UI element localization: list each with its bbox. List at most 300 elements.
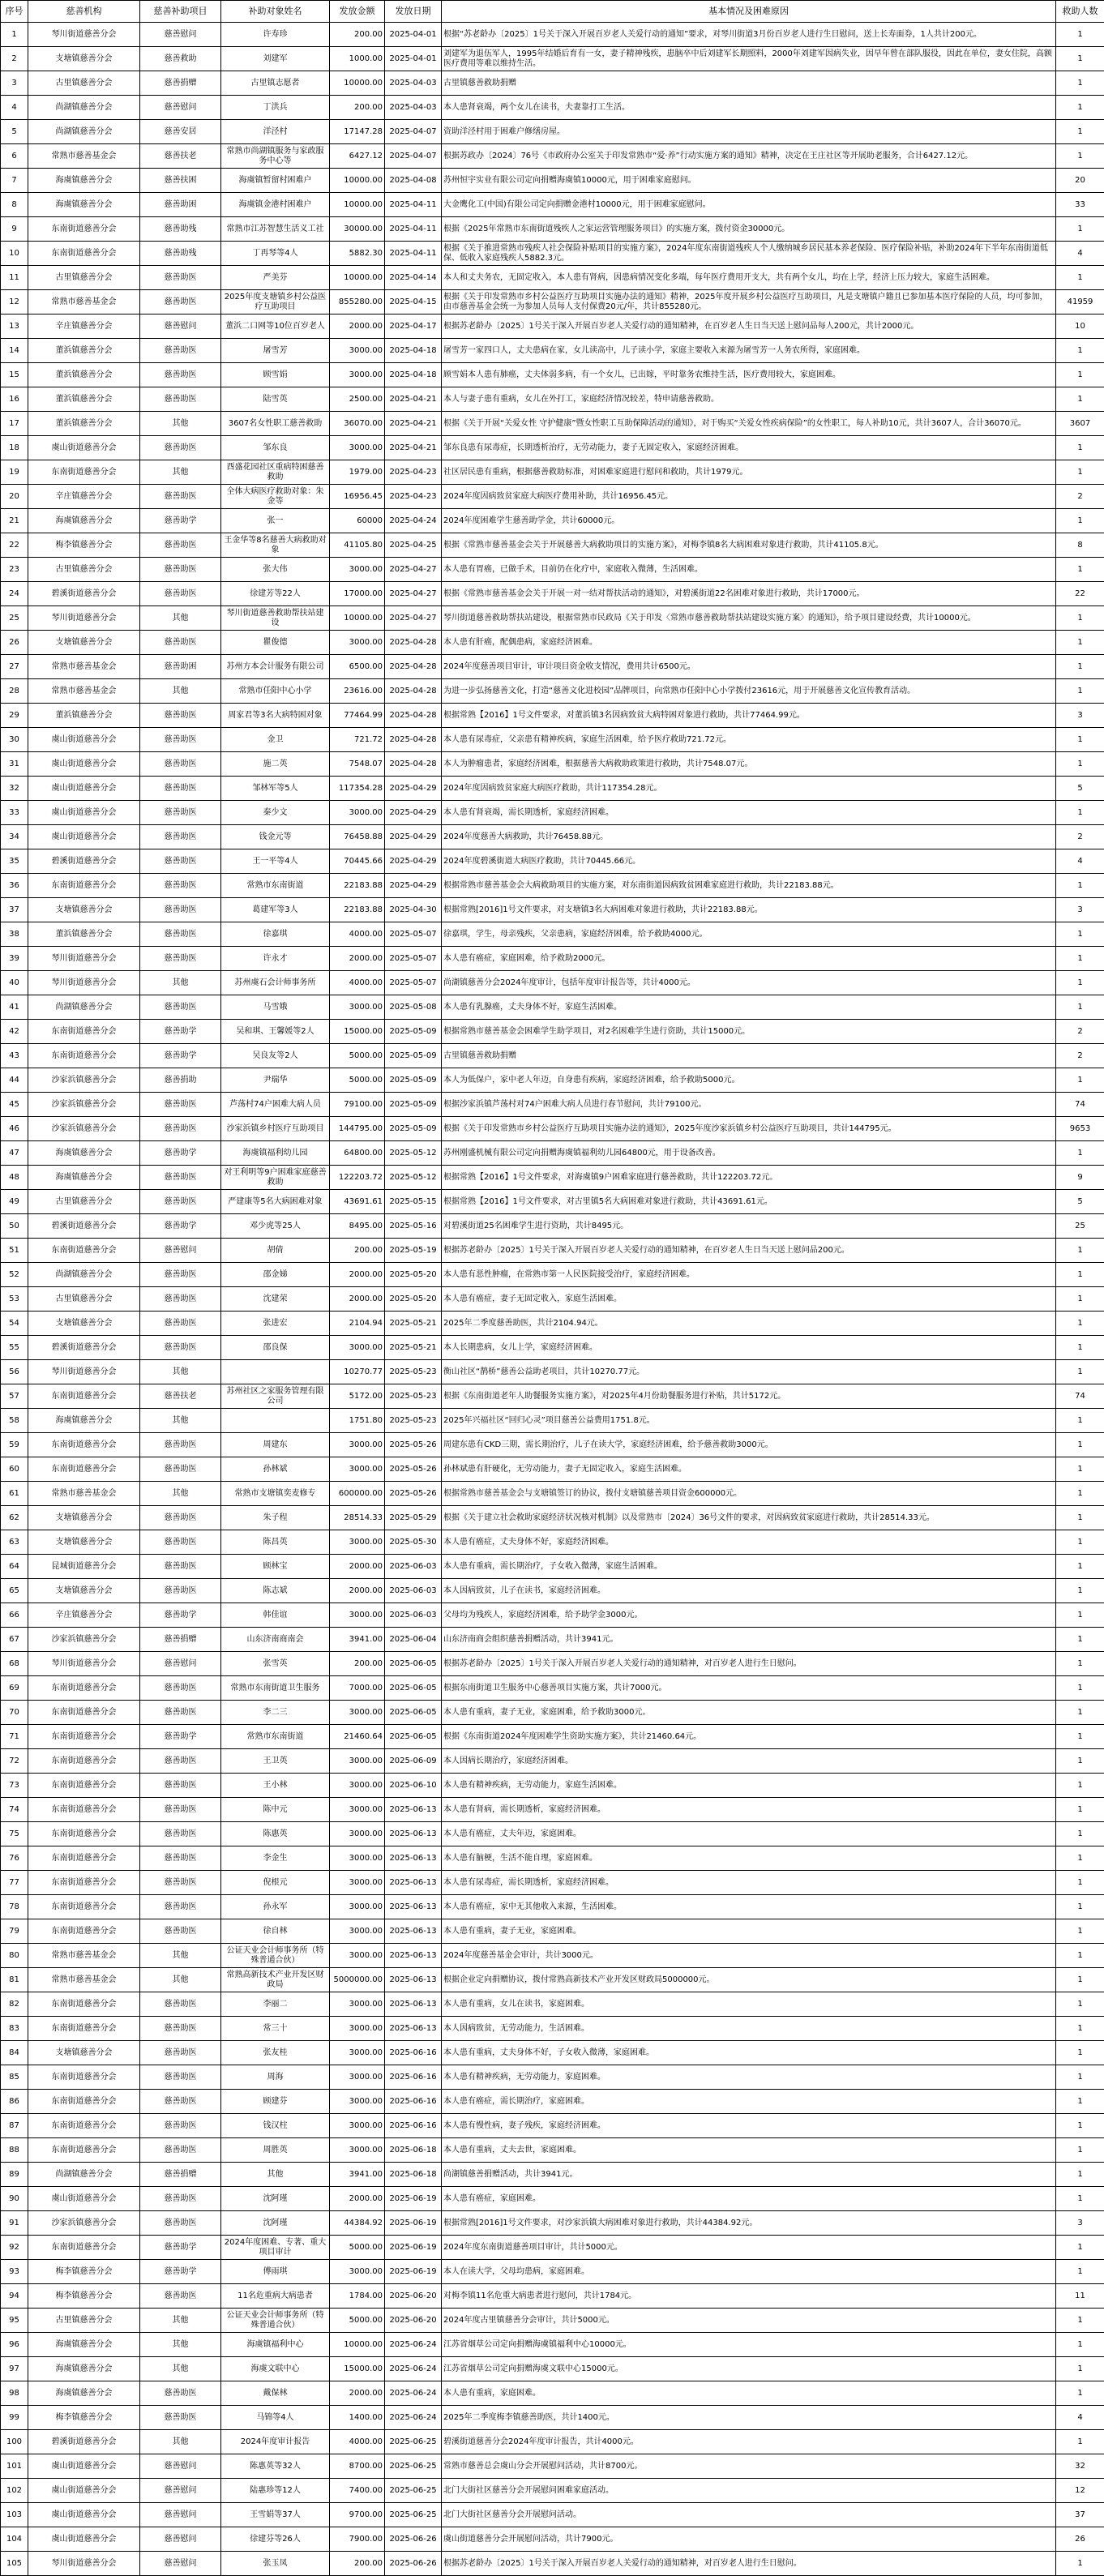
table-row — [1, 679, 1104, 704]
cell-org: 虞山街道慈善分会 — [28, 2479, 140, 2503]
cell-no: 35 — [1, 849, 28, 874]
cell-cause: 顾雪娟本人患有肺癌，丈夫体弱多病，有一个女儿，已出嫁，平时靠务农维持生活，医疗费用较大，家庭困难。 — [442, 363, 1056, 387]
cell-project: 慈善捐助 — [140, 1068, 221, 1093]
cell-date: 2025-06-16 — [385, 2065, 442, 2090]
cell-cause: 徐嘉琪，学生，母亲残疾，父亲患病，家庭经济困难，给予救助4000元。 — [442, 922, 1056, 947]
cell-project: 慈善助医 — [140, 1676, 221, 1701]
cell-org: 东南街道慈善分会 — [28, 1749, 140, 1774]
cell-org: 支塘镇慈善分会 — [28, 47, 140, 71]
cell-amount: 15000.00 — [330, 2357, 385, 2381]
cell-project: 慈善助学 — [140, 1020, 221, 1044]
table-row — [1, 1628, 1104, 1652]
table-row — [1, 2187, 1104, 2211]
cell-org: 古里镇慈善分会 — [28, 2309, 140, 2333]
cell-project: 慈善助医 — [140, 1701, 221, 1725]
cell-cause: 根据《关于开展“关爱女性 守护健康”暨女性职工互助保障活动的通知》，对于购买“关爱女性疾病保险”的女性职工，每人补助10元，共计3607人，合计36070元。 — [442, 412, 1056, 436]
cell-cause: 本人患有重病，女儿在读书，家庭困难。 — [442, 1992, 1056, 2017]
cell-project: 其他 — [140, 1968, 221, 1992]
cell-no: 23 — [1, 558, 28, 582]
cell-recipient: 陆雪英 — [221, 387, 330, 412]
cell-date: 2025-04-21 — [385, 436, 442, 460]
cell-amount: 3000.00 — [330, 1749, 385, 1774]
table-row — [1, 1603, 1104, 1628]
cell-project: 慈善助残 — [140, 217, 221, 242]
cell-recipient: 徐嘉琪 — [221, 922, 330, 947]
cell-project: 慈善慰问 — [140, 2503, 221, 2527]
cell-cause: 本人患有精神疾病，无劳动能力，家庭生活困难。 — [442, 1774, 1056, 1798]
table-row — [1, 387, 1104, 412]
cell-count: 1 — [1056, 1701, 1104, 1725]
cell-project: 其他 — [140, 1360, 221, 1384]
cell-no: 89 — [1, 2163, 28, 2187]
cell-date: 2025-05-21 — [385, 1336, 442, 1360]
table-row — [1, 1725, 1104, 1749]
cell-recipient: 常熟市支塘镇奕麦修专 — [221, 1482, 330, 1506]
cell-count: 1 — [1056, 752, 1104, 777]
cell-cause: 本人患有重病，妻子无业，家庭困难。 — [442, 1919, 1056, 1944]
cell-cause: 2024年度慈善项目审计，审计项目资金收支情况，费用共计6500元。 — [442, 655, 1056, 679]
cell-org: 东南街道慈善分会 — [28, 1919, 140, 1944]
cell-no: 3 — [1, 71, 28, 96]
cell-recipient: 海虞文联中心 — [221, 2357, 330, 2381]
cell-cause: 江苏省烟草公司定向捐赠海虞文联中心15000元。 — [442, 2357, 1056, 2381]
cell-count: 1 — [1056, 217, 1104, 242]
table-row — [1, 1336, 1104, 1360]
cell-recipient: 丁再琴等4人 — [221, 242, 330, 266]
cell-count: 1 — [1056, 387, 1104, 412]
cell-cause: 本人患有精神疾病，无劳动能力，家庭困难。 — [442, 2065, 1056, 2090]
cell-date: 2025-05-07 — [385, 947, 442, 971]
cell-no: 32 — [1, 777, 28, 801]
cell-org: 海虞镇慈善分会 — [28, 169, 140, 193]
cell-cause: 本人患有重病，丈夫去世，家庭困难。 — [442, 2138, 1056, 2163]
cell-org: 支塘镇慈善分会 — [28, 898, 140, 922]
cell-count: 12 — [1056, 2479, 1104, 2503]
cell-count: 1 — [1056, 1749, 1104, 1774]
cell-no: 40 — [1, 971, 28, 995]
cell-amount: 3000.00 — [330, 2114, 385, 2138]
cell-no: 65 — [1, 1579, 28, 1603]
cell-date: 2025-04-18 — [385, 339, 442, 363]
cell-no: 33 — [1, 801, 28, 825]
cell-recipient: 海虞镇暂留村困难户 — [221, 169, 330, 193]
cell-recipient: 严建康等5名大病困难对象 — [221, 1190, 330, 1214]
cell-cause: 根据《东南街道2024年度困难学生资助实施方案》，共计21460.64元。 — [442, 1725, 1056, 1749]
cell-count: 26 — [1056, 2527, 1104, 2552]
cell-date: 2025-04-18 — [385, 363, 442, 387]
cell-date: 2025-04-11 — [385, 217, 442, 242]
cell-count: 1 — [1056, 1482, 1104, 1506]
cell-org: 古里镇慈善分会 — [28, 558, 140, 582]
cell-no: 72 — [1, 1749, 28, 1774]
cell-cause: 北门大街社区慈善分会开展慰问困难家庭活动。 — [442, 2479, 1056, 2503]
cell-date: 2025-06-13 — [385, 1968, 442, 1992]
cell-recipient: 董浜二口网等10位百岁老人 — [221, 315, 330, 339]
cell-date: 2025-05-23 — [385, 1360, 442, 1384]
cell-amount: 600000.00 — [330, 1482, 385, 1506]
cell-date: 2025-05-12 — [385, 1141, 442, 1166]
table-row — [1, 2406, 1104, 2430]
cell-recipient: 苏州虞石会计师事务所 — [221, 971, 330, 995]
cell-count: 1 — [1056, 2552, 1104, 2576]
cell-cause: 根据常熟市慈善基金会困难学生助学项目，对2名困难学生进行资助，共计15000元。 — [442, 1020, 1056, 1044]
cell-no: 64 — [1, 1555, 28, 1579]
cell-no: 102 — [1, 2479, 28, 2503]
table-row — [1, 2138, 1104, 2163]
cell-org: 沙家浜镇慈善分会 — [28, 1117, 140, 1141]
cell-org: 尚湖镇慈善分会 — [28, 120, 140, 144]
cell-org: 支塘镇慈善分会 — [28, 1579, 140, 1603]
cell-org: 董浜镇慈善分会 — [28, 704, 140, 728]
cell-project: 慈善助医 — [140, 2284, 221, 2309]
cell-recipient: 葛建军等3人 — [221, 898, 330, 922]
cell-amount: 30000.00 — [330, 217, 385, 242]
cell-amount: 16956.45 — [330, 485, 385, 509]
cell-cause: 2025年二季度慈善助医，共计2104.94元。 — [442, 1312, 1056, 1336]
cell-project: 慈善助学 — [140, 2260, 221, 2284]
cell-recipient: 常三十 — [221, 2017, 330, 2041]
cell-no: 60 — [1, 1457, 28, 1482]
cell-recipient: 11名危重病大病患者 — [221, 2284, 330, 2309]
cell-recipient: 3607名女性职工慈善救助 — [221, 412, 330, 436]
cell-recipient: 张友桂 — [221, 2041, 330, 2065]
cell-cause: 2025年二季度梅李镇慈善助医，共计1400元。 — [442, 2406, 1056, 2430]
cell-count: 2 — [1056, 1020, 1104, 1044]
cell-amount: 3000.00 — [330, 436, 385, 460]
cell-date: 2025-06-24 — [385, 2406, 442, 2430]
cell-recipient: 徐建芬等26人 — [221, 2527, 330, 2552]
table-row — [1, 47, 1104, 71]
cell-project: 慈善慰问 — [140, 2454, 221, 2479]
cell-project: 慈善助医 — [140, 849, 221, 874]
cell-count: 1 — [1056, 1725, 1104, 1749]
cell-date: 2025-06-13 — [385, 1992, 442, 2017]
cell-project: 慈善助医 — [140, 898, 221, 922]
table-row — [1, 1652, 1104, 1676]
cell-recipient: 酉盛花园社区重病特困慈善救助 — [221, 460, 330, 485]
table-row — [1, 2527, 1104, 2552]
cell-recipient: 全体大病医疗救助对象：朱金等 — [221, 485, 330, 509]
cell-count: 1 — [1056, 144, 1104, 169]
cell-date: 2025-04-27 — [385, 582, 442, 606]
cell-recipient: 傅雨琪 — [221, 2260, 330, 2284]
cell-project: 慈善助医 — [140, 922, 221, 947]
cell-date: 2025-04-07 — [385, 144, 442, 169]
cell-org: 尚湖镇慈善分会 — [28, 1263, 140, 1287]
table-row — [1, 1555, 1104, 1579]
cell-date: 2025-04-08 — [385, 169, 442, 193]
table-row — [1, 777, 1104, 801]
cell-count: 1 — [1056, 2017, 1104, 2041]
cell-project: 慈善助医 — [140, 1312, 221, 1336]
cell-count: 1 — [1056, 1774, 1104, 1798]
table-row — [1, 2381, 1104, 2406]
cell-org: 虞山街道慈善分会 — [28, 728, 140, 752]
cell-date: 2025-04-24 — [385, 509, 442, 533]
table-row — [1, 1968, 1104, 1992]
cell-project: 慈善助医 — [140, 363, 221, 387]
cell-org: 辛庄镇慈善分会 — [28, 1603, 140, 1628]
cell-org: 东南街道慈善分会 — [28, 2017, 140, 2041]
cell-project: 慈善助医 — [140, 2381, 221, 2406]
cell-date: 2025-05-07 — [385, 922, 442, 947]
cell-date: 2025-06-19 — [385, 2236, 442, 2260]
cell-amount: 117354.28 — [330, 777, 385, 801]
cell-no: 6 — [1, 144, 28, 169]
cell-count: 1 — [1056, 363, 1104, 387]
cell-org: 支塘镇慈善分会 — [28, 1312, 140, 1336]
cell-recipient — [221, 1360, 330, 1384]
cell-count: 37 — [1056, 2503, 1104, 2527]
cell-amount: 5000.00 — [330, 1068, 385, 1093]
cell-date: 2025-06-03 — [385, 1555, 442, 1579]
table-row — [1, 1433, 1104, 1457]
cell-recipient: 马雪娥 — [221, 995, 330, 1020]
cell-no: 42 — [1, 1020, 28, 1044]
cell-date: 2025-06-19 — [385, 2187, 442, 2211]
cell-count: 1 — [1056, 728, 1104, 752]
cell-amount: 17147.28 — [330, 120, 385, 144]
table-row — [1, 752, 1104, 777]
cell-org: 东南街道慈善分会 — [28, 1992, 140, 2017]
cell-no: 20 — [1, 485, 28, 509]
cell-date: 2025-05-26 — [385, 1457, 442, 1482]
cell-cause: 2024年度古里镇慈善分会审计，共计5000元。 — [442, 2309, 1056, 2333]
header-project: 慈善补助项目 — [140, 1, 221, 23]
cell-amount: 4000.00 — [330, 922, 385, 947]
cell-no: 101 — [1, 2454, 28, 2479]
cell-amount: 10000.00 — [330, 193, 385, 217]
table-row — [1, 290, 1104, 315]
cell-project: 慈善助医 — [140, 1822, 221, 1846]
header-date: 发放日期 — [385, 1, 442, 23]
cell-recipient: 徐自林 — [221, 1919, 330, 1944]
cell-recipient: 常熟市东南街道卫生服务 — [221, 1676, 330, 1701]
cell-count: 33 — [1056, 193, 1104, 217]
cell-amount: 122203.72 — [330, 1166, 385, 1190]
cell-recipient: 钱金元等 — [221, 825, 330, 849]
cell-amount: 36070.00 — [330, 412, 385, 436]
cell-recipient: 陈中元 — [221, 1798, 330, 1822]
cell-org: 东南街道慈善分会 — [28, 1822, 140, 1846]
table-row — [1, 23, 1104, 47]
cell-cause: 根据《关于印发常熟市乡村公益医疗互助项目实施办法的通知》精神，2025年度开展乡村公益医疗互助项目，凡是支塘镇户籍且已参加基本医疗保险的人员，均可参加，由市慈善基金会统一为参加人员每人支付保费20元/年，共计855280元。 — [442, 290, 1056, 315]
cell-cause: 周建东患有CKD三期，需长期治疗，儿子在读大学，家庭经济困难，给予慈善救助3000元。 — [442, 1433, 1056, 1457]
cell-date: 2025-06-05 — [385, 1652, 442, 1676]
cell-org: 梅李镇慈善分会 — [28, 533, 140, 558]
cell-date: 2025-04-11 — [385, 242, 442, 266]
cell-amount: 8700.00 — [330, 2454, 385, 2479]
cell-count: 1 — [1056, 436, 1104, 460]
cell-recipient: 海虞镇金港村困难户 — [221, 193, 330, 217]
cell-date: 2025-05-08 — [385, 995, 442, 1020]
table-row — [1, 1944, 1104, 1968]
cell-no: 59 — [1, 1433, 28, 1457]
cell-org: 古里镇慈善分会 — [28, 1190, 140, 1214]
cell-date: 2025-06-04 — [385, 1628, 442, 1652]
cell-project: 慈善助医 — [140, 2065, 221, 2090]
cell-org: 沙家浜镇慈善分会 — [28, 1068, 140, 1093]
cell-org: 海虞镇慈善分会 — [28, 1409, 140, 1433]
cell-amount: 3000.00 — [330, 1919, 385, 1944]
cell-cause: 父母均为残疾人，家庭经济困难，给予助学金3000元。 — [442, 1603, 1056, 1628]
cell-org: 古里镇慈善分会 — [28, 71, 140, 96]
cell-project: 慈善助学 — [140, 1214, 221, 1239]
table-row — [1, 558, 1104, 582]
cell-no: 61 — [1, 1482, 28, 1506]
cell-date: 2025-04-28 — [385, 631, 442, 655]
cell-org: 董浜镇慈善分会 — [28, 387, 140, 412]
cell-project: 慈善助医 — [140, 777, 221, 801]
cell-cause: 根据常熟【2016】1号文件要求，对董浜镇3名因病致贫大病特困对象进行救助，共计77464.99元。 — [442, 704, 1056, 728]
cell-recipient: 顾林宝 — [221, 1555, 330, 1579]
cell-no: 81 — [1, 1968, 28, 1992]
cell-org: 常熟市慈善基金会 — [28, 144, 140, 169]
cell-project: 慈善助医 — [140, 995, 221, 1020]
cell-date: 2025-04-30 — [385, 898, 442, 922]
cell-recipient: 尹瑞华 — [221, 1068, 330, 1093]
cell-count: 2 — [1056, 485, 1104, 509]
cell-amount: 5172.00 — [330, 1384, 385, 1409]
cell-cause: 本人患有重病，家庭困难。 — [442, 2381, 1056, 2406]
table-row — [1, 1530, 1104, 1555]
cell-date: 2025-06-24 — [385, 2333, 442, 2357]
cell-count: 1 — [1056, 47, 1104, 71]
cell-recipient: 山东济南商南会 — [221, 1628, 330, 1652]
cell-cause: 本人患有重病，需长期治疗，子女收入微薄，家庭生活困难。 — [442, 1555, 1056, 1579]
cell-cause: 根据苏老龄办〔2025〕1号关于深入开展百岁老人关爱行动的通知精神，在百岁老人生日当天送上慰问品每人200元，共计2000元。 — [442, 315, 1056, 339]
cell-amount: 1784.00 — [330, 2284, 385, 2309]
cell-org: 海虞镇慈善分会 — [28, 1141, 140, 1166]
cell-project: 慈善助医 — [140, 387, 221, 412]
cell-recipient: 其他 — [221, 2163, 330, 2187]
cell-recipient: 周胜英 — [221, 2138, 330, 2163]
cell-project: 慈善助医 — [140, 1166, 221, 1190]
cell-project: 慈善助困 — [140, 655, 221, 679]
table-row — [1, 144, 1104, 169]
cell-amount: 10000.00 — [330, 606, 385, 631]
cell-cause: 本人患有恶性肿瘤，在常熟市第一人民医院接受治疗，家庭经济困难。 — [442, 1263, 1056, 1287]
table-row — [1, 460, 1104, 485]
cell-cause: 本人与妻子患有重病，女儿在外打工，家庭经济情况较差，特申请慈善救助。 — [442, 387, 1056, 412]
cell-project: 慈善助医 — [140, 1919, 221, 1944]
cell-no: 85 — [1, 2065, 28, 2090]
cell-org: 沙家浜镇慈善分会 — [28, 1628, 140, 1652]
cell-amount: 3000.00 — [330, 1701, 385, 1725]
cell-recipient: 许寿珍 — [221, 23, 330, 47]
table-row — [1, 898, 1104, 922]
cell-project: 慈善助医 — [140, 558, 221, 582]
cell-count: 11 — [1056, 2284, 1104, 2309]
cell-count: 1 — [1056, 1919, 1104, 1944]
cell-date: 2025-04-11 — [385, 193, 442, 217]
cell-count: 1 — [1056, 1968, 1104, 1992]
cell-cause: 本人患有癌症，家庭困难，给予救助2000元。 — [442, 947, 1056, 971]
table-row — [1, 1190, 1104, 1214]
cell-no: 68 — [1, 1652, 28, 1676]
cell-date: 2025-05-29 — [385, 1506, 442, 1530]
cell-date: 2025-05-30 — [385, 1530, 442, 1555]
cell-cause: 碧溪街道慈善分会2024年度审计报告，共计4000元。 — [442, 2430, 1056, 2454]
cell-recipient: 陈惠英 — [221, 1822, 330, 1846]
cell-cause: 2024年度慈善大病救助，共计76458.88元。 — [442, 825, 1056, 849]
cell-count: 1 — [1056, 1530, 1104, 1555]
cell-org: 东南街道慈善分会 — [28, 217, 140, 242]
cell-date: 2025-04-28 — [385, 655, 442, 679]
cell-count: 1 — [1056, 2236, 1104, 2260]
cell-recipient: 常熟市东南街道 — [221, 1725, 330, 1749]
cell-project: 其他 — [140, 2357, 221, 2381]
cell-cause: 本人患有乳腺癌，丈夫身体不好，家庭生活困难。 — [442, 995, 1056, 1020]
cell-org: 常熟市慈善基金会 — [28, 290, 140, 315]
cell-date: 2025-05-26 — [385, 1482, 442, 1506]
cell-amount: 7000.00 — [330, 1676, 385, 1701]
cell-no: 66 — [1, 1603, 28, 1628]
cell-date: 2025-06-24 — [385, 2381, 442, 2406]
cell-date: 2025-06-25 — [385, 2503, 442, 2527]
cell-date: 2025-05-20 — [385, 1263, 442, 1287]
cell-recipient: 古里镇志愿者 — [221, 71, 330, 96]
table-row — [1, 1506, 1104, 1530]
table-row — [1, 874, 1104, 898]
table-row — [1, 801, 1104, 825]
cell-org: 古里镇慈善分会 — [28, 1287, 140, 1312]
cell-amount: 3000.00 — [330, 1798, 385, 1822]
cell-no: 15 — [1, 363, 28, 387]
cell-count: 1 — [1056, 606, 1104, 631]
cell-project: 慈善助医 — [140, 2090, 221, 2114]
cell-project: 慈善助医 — [140, 436, 221, 460]
cell-count: 10 — [1056, 315, 1104, 339]
cell-org: 常熟市慈善基金会 — [28, 1482, 140, 1506]
table-row — [1, 2065, 1104, 2090]
cell-count: 1 — [1056, 2381, 1104, 2406]
cell-project: 其他 — [140, 679, 221, 704]
cell-count: 1 — [1056, 655, 1104, 679]
table-row — [1, 1117, 1104, 1141]
cell-recipient: 吴和琪、王馨媛等2人 — [221, 1020, 330, 1044]
cell-project: 慈善助医 — [140, 728, 221, 752]
cell-org: 支塘镇慈善分会 — [28, 1506, 140, 1530]
table-row — [1, 995, 1104, 1020]
cell-cause: 对梅李镇11名危重大病患者进行慰问，共计1784元。 — [442, 2284, 1056, 2309]
cell-cause: 尚湖镇慈善分会2024年度审计，包括年度审计报告等，共计4000元。 — [442, 971, 1056, 995]
cell-count: 1 — [1056, 558, 1104, 582]
table-row — [1, 2503, 1104, 2527]
cell-date: 2025-06-09 — [385, 1749, 442, 1774]
cell-no: 99 — [1, 2406, 28, 2430]
cell-amount: 3000.00 — [330, 2017, 385, 2041]
table-row — [1, 728, 1104, 752]
cell-no: 26 — [1, 631, 28, 655]
table-row — [1, 1822, 1104, 1846]
cell-project: 慈善助医 — [140, 1871, 221, 1895]
cell-no: 76 — [1, 1846, 28, 1871]
cell-project: 慈善助医 — [140, 801, 221, 825]
cell-no: 34 — [1, 825, 28, 849]
cell-amount: 3000.00 — [330, 1944, 385, 1968]
cell-recipient: 王一平等4人 — [221, 849, 330, 874]
cell-count: 3607 — [1056, 412, 1104, 436]
cell-project: 慈善助医 — [140, 752, 221, 777]
cell-recipient: 沈阿瑾 — [221, 2211, 330, 2236]
cell-amount: 2500.00 — [330, 387, 385, 412]
table-row — [1, 631, 1104, 655]
cell-count: 1 — [1056, 266, 1104, 290]
cell-cause: 2024年度东南街道慈善项目审计，共计5000元。 — [442, 2236, 1056, 2260]
cell-project: 慈善助医 — [140, 290, 221, 315]
cell-cause: 根据常熟市慈善基金会与支塘镇签订的协议，拨付支塘镇慈善项目资金600000元。 — [442, 1482, 1056, 1506]
